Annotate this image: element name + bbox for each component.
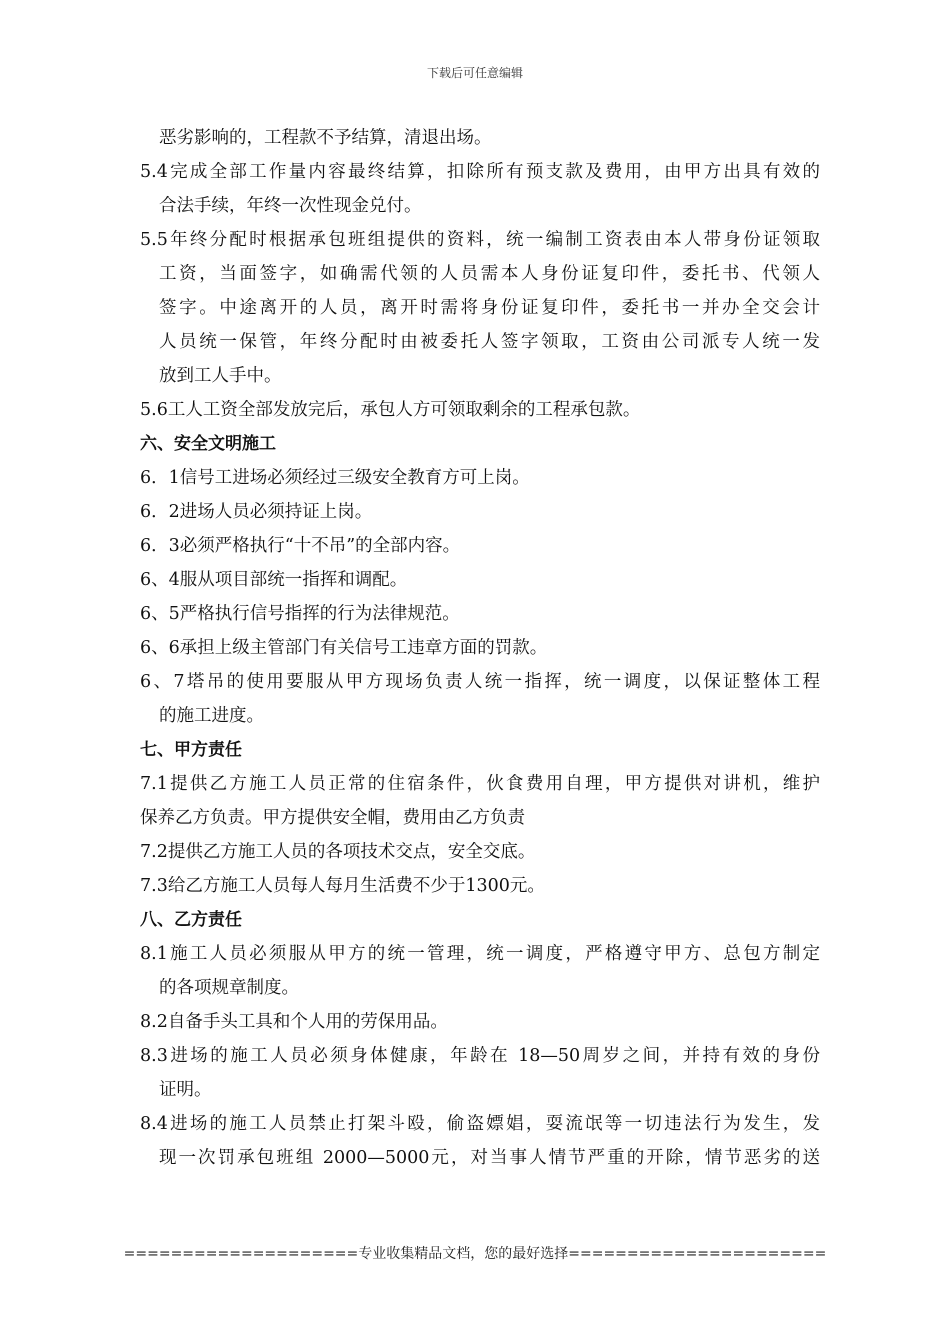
text-line: 5.4完成全部工作量内容最终结算，扣除所有预支款及费用，由甲方出具有效的 (140, 162, 820, 182)
text-line: 保养乙方负责。甲方提供安全帽，费用由乙方负责 (140, 808, 525, 828)
text-line: 6、4服从项目部统一指挥和调配。 (140, 570, 408, 590)
section-heading: 八、乙方责任 (140, 910, 242, 930)
text-line: 6．1信号工进场必须经过三级安全教育方可上岗。 (140, 468, 530, 488)
text-line: 7.3给乙方施工人员每人每月生活费不少于1300元。 (140, 876, 545, 896)
text-line: 8.4进场的施工人员禁止打架斗殴，偷盗嫖娼，耍流氓等一切违法行为发生，发 (140, 1114, 820, 1134)
text-line: 6．3必须严格执行“十不吊”的全部内容。 (140, 536, 461, 556)
text-line: 工资，当面签字，如确需代领的人员需本人身份证复印件，委托书、代领人 (159, 264, 820, 284)
text-line: 5.5年终分配时根据承包班组提供的资料，统一编制工资表由本人带身份证领取 (140, 230, 820, 250)
text-line: 人员统一保管，年终分配时由被委托人签字领取，工资由公司派专人统一发 (159, 332, 820, 352)
page-header: 下载后可任意编辑 (426, 66, 523, 80)
text-line: 放到工人手中。 (159, 366, 282, 386)
text-line: 证明。 (159, 1080, 212, 1100)
text-line: 7.1提供乙方施工人员正常的住宿条件，伙食费用自理，甲方提供对讲机，维护 (140, 774, 820, 794)
text-line: 恶劣影响的，工程款不予结算，清退出场。 (159, 128, 492, 148)
section-heading: 七、甲方责任 (140, 740, 242, 760)
text-line: 6．2进场人员必须持证上岗。 (140, 502, 373, 522)
document-body (140, 121, 820, 1175)
section-heading: 六、安全文明施工 (140, 434, 276, 454)
text-line: 8.3进场的施工人员必须身体健康，年龄在 18—50周岁之间，并持有效的身份 (140, 1046, 820, 1066)
text-line: 签字。中途离开的人员，离开时需将身份证复印件，委托书一并办全交会计 (159, 298, 820, 318)
text-line: 的施工进度。 (159, 706, 264, 726)
page-footer: ====================专业收集精品文档，您的最好选择====================== (123, 1246, 827, 1262)
text-line: 合法手续，年终一次性现金兑付。 (159, 196, 422, 216)
text-line: 8.1施工人员必须服从甲方的统一管理，统一调度，严格遵守甲方、总包方制定 (140, 944, 820, 964)
text-line: 8.2自备手头工具和个人用的劳保用品。 (140, 1012, 448, 1032)
text-line: 6、5严格执行信号指挥的行为法律规范。 (140, 604, 460, 624)
text-line: 7.2提供乙方施工人员的各项技术交点，安全交底。 (140, 842, 536, 862)
text-line: 6、6承担上级主管部门有关信号工违章方面的罚款。 (140, 638, 548, 658)
text-line: 的各项规章制度。 (159, 978, 299, 998)
text-line: 现一次罚承包班组 2000—5000元，对当事人情节严重的开除，情节恶劣的送 (159, 1148, 820, 1168)
text-line: 6、7塔吊的使用要服从甲方现场负责人统一指挥，统一调度，以保证整体工程 (140, 672, 820, 692)
text-line: 5.6工人工资全部发放完后，承包人方可领取剩余的工程承包款。 (140, 400, 641, 420)
